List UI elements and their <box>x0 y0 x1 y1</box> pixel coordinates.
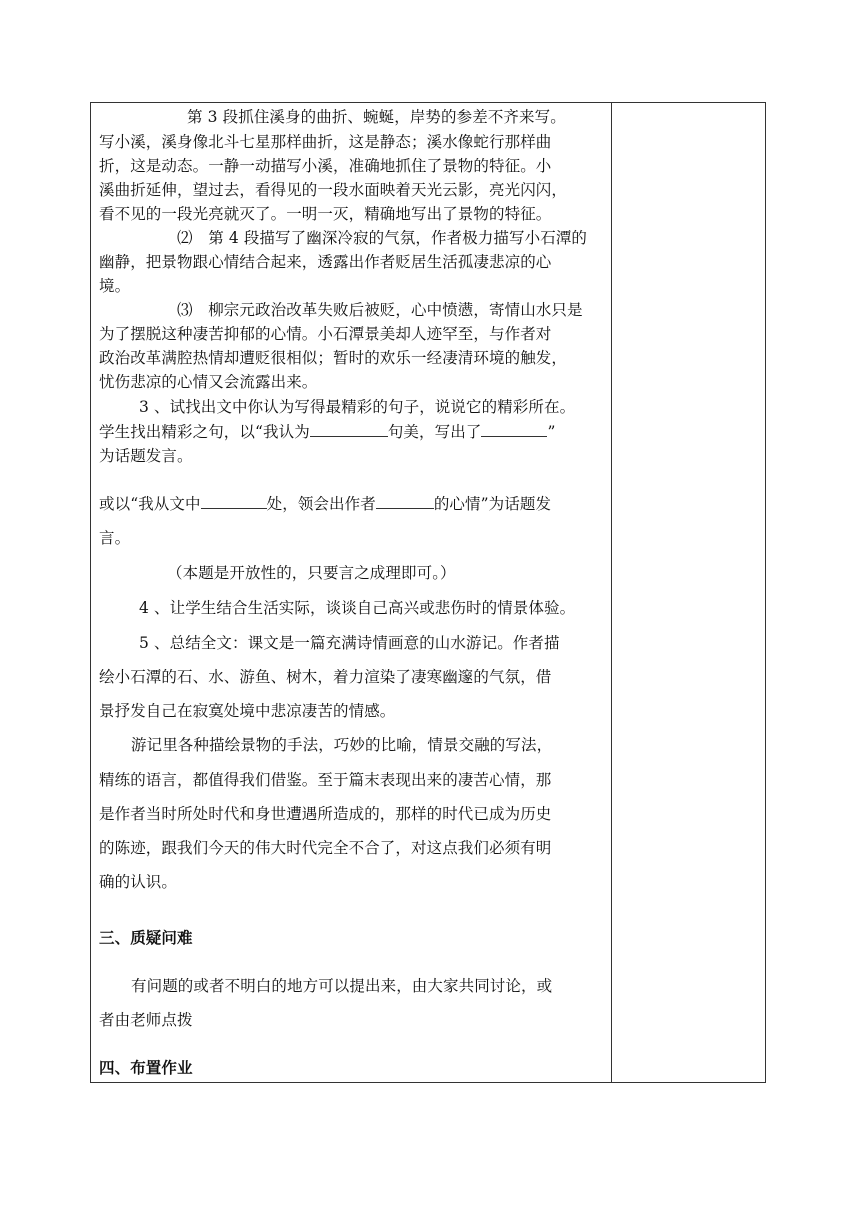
fill-in-blank <box>201 494 267 509</box>
text-line: 游记里各种描绘景物的手法，巧妙的比喻，情景交融的写法， <box>131 736 553 754</box>
section-heading: 三、质疑问难 <box>99 929 193 947</box>
text-line <box>99 420 555 442</box>
text-segment: 句美，写出了 <box>387 423 482 441</box>
lesson-table <box>90 102 766 1083</box>
text-line: 4 、让学生结合生活实际，谈谈自己高兴或悲伤时的情景体验。 <box>139 599 576 617</box>
text-line: ⑵ 第 4 段描写了幽深冷寂的气氛，作者极力描写小石潭的 <box>177 229 588 247</box>
text-line: 折，这是动态。一静一动描写小溪，准确地抓住了景物的特征。小 <box>99 157 552 175</box>
fill-in-blank <box>376 494 434 509</box>
section-heading: 四、布置作业 <box>99 1059 193 1077</box>
text-line: 有问题的或者不明白的地方可以提出来，由大家共同讨论，或 <box>131 977 553 995</box>
notes-cell <box>612 103 765 1082</box>
text-line: 绘小石潭的石、水、游鱼、树木，着力渲染了凄寒幽邃的气氛，借 <box>99 668 552 686</box>
text-segment: 或以“我从文中 <box>99 495 201 513</box>
text-line: 者由老师点拨 <box>99 1011 193 1029</box>
text-line: 是作者当时所处时代和身世遭遇所造成的，那样的时代已成为历史 <box>99 805 552 823</box>
text-line: 幽静，把景物跟心情结合起来，透露出作者贬居生活孤凄悲凉的心 <box>99 253 552 271</box>
text-line: 言。 <box>99 529 131 547</box>
fill-in-blank <box>481 422 547 437</box>
text-line: 忧伤悲凉的心情又会流露出来。 <box>99 373 318 391</box>
lesson-content-cell <box>91 103 611 1082</box>
text-line: 5 、总结全文：课文是一篇充满诗情画意的山水游记。作者描 <box>139 634 560 652</box>
text-line: 看不见的一段光亮就灭了。一明一灭，精确地写出了景物的特征。 <box>99 205 552 223</box>
text-line: 景抒发自己在寂寞处境中悲凉凄苦的情感。 <box>99 702 396 720</box>
text-line <box>99 492 551 514</box>
text-line: 境。 <box>99 277 131 295</box>
text-line: 写小溪，溪身像北斗七星那样曲折，这是静态；溪水像蛇行那样曲 <box>99 133 552 151</box>
text-line: 第 3 段抓住溪身的曲折、蜿蜒，岸势的参差不齐来写。 <box>187 108 566 126</box>
text-line: 为了摆脱这种凄苦抑郁的心情。小石潭景美却人迹罕至，与作者对 <box>99 325 552 343</box>
text-segment: ” <box>547 423 556 441</box>
text-line: 精练的语言，都值得我们借鉴。至于篇末表现出来的凄苦心情，那 <box>99 771 552 789</box>
text-line: （本题是开放性的，只要言之成理即可。） <box>167 564 456 582</box>
text-segment: 处，领会出作者 <box>266 495 376 513</box>
fill-in-blank <box>310 422 388 437</box>
text-line: ⑶ 柳宗元政治改革失败后被贬，心中愤懑，寄情山水只是 <box>177 301 583 319</box>
text-segment: 学生找出精彩之句，以“我认为 <box>99 423 310 441</box>
text-line: 确的认识。 <box>99 873 178 891</box>
text-segment: 的心情”为话题发 <box>433 495 552 513</box>
text-line: 3 、试找出文中你认为写得最精彩的句子，说说它的精彩所在。 <box>139 398 576 416</box>
text-line: 的陈迹，跟我们今天的伟大时代完全不合了，对这点我们必须有明 <box>99 839 552 857</box>
text-line: 政治改革满腔热情却遭贬很相似；暂时的欢乐一经凄清环境的触发， <box>99 349 568 367</box>
text-line: 为话题发言。 <box>99 447 193 465</box>
text-line: 溪曲折延伸，望过去，看得见的一段水面映着天光云影，亮光闪闪， <box>99 181 568 199</box>
